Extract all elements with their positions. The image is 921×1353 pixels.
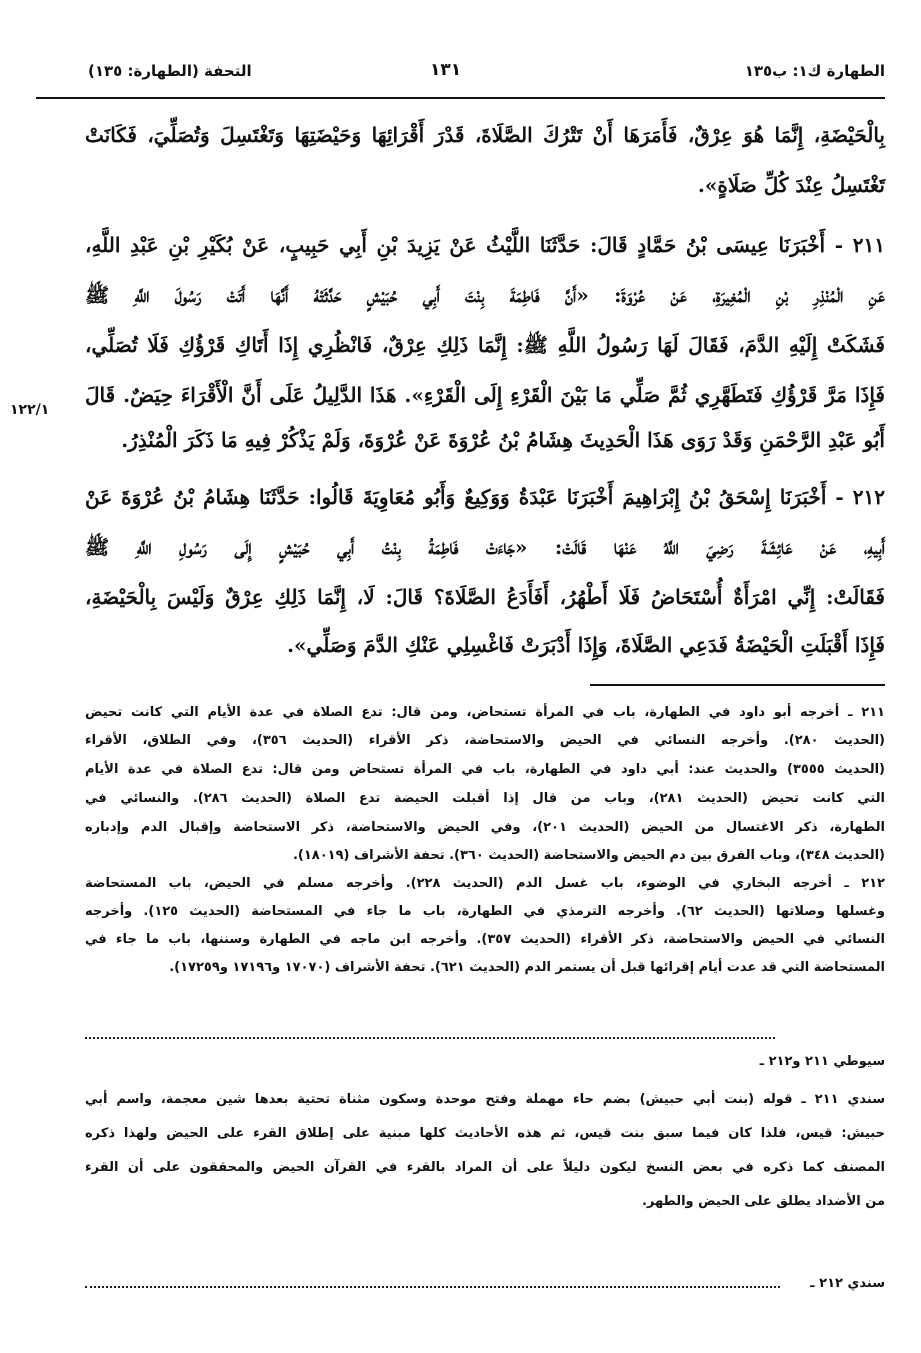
main_lines-line: فَإِذَا مَرَّ قَرْؤُكِ فَتَطَهَّرِي ثُمَّ صَلِّي مَا بَيْنَ الْقَرْءِ إِلَى الْقَرْءِ». هَذَا الدَّلِيلُ عَلَى أَنَّ الْأَقْرَاءَ حِيَضٌ. قَالَ bbox=[85, 383, 885, 407]
main_lines-line: فَإِذَا أَقْبَلَتِ الْحَيْضَةُ فَدَعِي الصَّلَاةَ، وَإِذَا أَدْبَرَتْ فَاغْسِلِي عَنْكِ الدَّمَ وَصَلِّي». bbox=[287, 633, 885, 657]
margin-note: ١٢٢/١ bbox=[10, 402, 50, 418]
footnote-rule bbox=[590, 684, 885, 686]
main_lines-line: ٢١٢ - أَخْبَرَنَا إِسْحَقُ بْنُ إِبْرَاهِيمَ أَخْبَرَنَا عَبْدَةُ وَوَكِيعٌ وَأَبُو مُعَاوِيَةَ قَالُوا: حَدَّثَنَا هِشَامُ بْنُ عُرْوَةَ عَنْ bbox=[85, 485, 885, 509]
commentary_lines-line: سندي ٢١١ ـ قوله (بنت أبي حبيش) بضم حاء مهملة وفتح موحدة وسكون مثناة تحتية بعدها شين معجمة، واسم أبي bbox=[85, 1092, 885, 1107]
main_lines-line: تَغْتَسِلُ عِنْدَ كُلِّ صَلَاةٍ». bbox=[697, 173, 885, 197]
header-rule bbox=[36, 97, 885, 99]
commentary_lines-line: المصنف كما ذكره في بعض النسخ ليكون دليلاً على أن المراد بالقرء في القرآن الحيض والمحققون على أن القرء bbox=[85, 1160, 885, 1175]
page-number: ١٣١ bbox=[430, 60, 462, 80]
commentary_lines-line: من الأضداد يطلق على الحيض والطهر. bbox=[641, 1194, 885, 1209]
main_lines-line: فَقَالَتْ: إِنِّي امْرَأَةٌ أُسْتَحَاضُ فَلَا أَطْهُرُ، أَفَأَدَعُ الصَّلَاةَ؟ قَالَ: لَا، إِنَّمَا ذَلِكِ عِرْقٌ وَلَيْسَ بِالْحَيْضَةِ، bbox=[85, 585, 885, 609]
main_lines-line: أَبُو عَبْدِ الرَّحْمَنِ وَقَدْ رَوَى هَذَا الْحَدِيثَ هِشَامُ بْنُ عُرْوَةَ عَنْ عُرْوَةَ، وَلَمْ يَذْكُرْ فِيهِ مَا ذَكَرَ الْمُنْذِرُ. bbox=[121, 428, 885, 452]
footnote_lines-line: وغسلها وصلاتها (الحديث ٦٢). وأخرجه الترمذي في الطهارة، باب ما جاء في المستحاضة (الحديث ١٢٥). وأخرجه bbox=[85, 904, 885, 919]
footnote_lines-line: (الحديث ٣٥٥٥) والحديث عند: أبي داود في الطهارة، باب في المرأة تستحاض ومن قال: تدع الصلاة في عدة الأيام bbox=[85, 762, 885, 777]
header-chapter-ref: الطهارة ك١: ب١٣٥ bbox=[744, 62, 885, 80]
commentary_lines-line: سيوطي ٢١١ و٢١٢ ـ bbox=[759, 1054, 885, 1069]
footnote_lines-line: المستحاضة التي قد عدت أيام إقرائها قبل أن يستمر الدم (الحديث ٦٢١). تحفة الأشراف (١٧٠٧٠ و١٧١٩٦ و١٧٢٥٩). bbox=[169, 960, 885, 975]
footnote_lines-line: ٢١١ ـ أخرجه أبو داود في الطهارة، باب في المرأة تستحاض، ومن قال: تدع الصلاة في عدة الأيام التي كانت تحيض bbox=[85, 705, 885, 720]
dotted-separator bbox=[85, 1037, 775, 1039]
footnote_lines-line: الطهارة، ذكر الاغتسال من الحيض (الحديث ٢٠١)، وفي الحيض والاستحاضة، ذكر الاستحاضة وإقبال الدم وإدباره bbox=[85, 820, 885, 835]
main_lines-line: فَشَكَتْ إِلَيْهِ الدَّمَ، فَقَالَ لَهَا رَسُولُ اللَّهِ ﷺ: إِنَّمَا ذَلِكِ عِرْقٌ، فَانْظُرِي إِذَا أَتَاكِ قَرْؤُكِ فَلَا تُصَلِّي، bbox=[85, 333, 885, 357]
footnote_lines-line: ٢١٢ ـ أخرجه البخاري في الوضوء، باب غسل الدم (الحديث ٢٢٨). وأخرجه مسلم في الحيض، باب المستحاضة bbox=[85, 876, 885, 891]
footnote_lines-line: التي كانت تحيض (الحديث ٢٨١)، وباب من قال إذا أقبلت الحيضة تدع الصلاة (الحديث ٢٨٦). والنسائي في bbox=[85, 791, 886, 806]
main_lines-line: بِالْحَيْضَةِ، إِنَّمَا هُوَ عِرْقٌ، فَأَمَرَهَا أَنْ تَتْرُكَ الصَّلَاةَ، قَدْرَ أَقْرَائِهَا وَحَيْضَتِهَا وَتَغْتَسِلَ وَتُصَلِّيَ، فَكَانَتْ bbox=[85, 123, 885, 147]
footnote_lines-line: النسائي في الحيض والاستحاضة، ذكر الأقراء (الحديث ٣٥٧). وأخرجه ابن ماجه في الطهارة وسننها، باب ما جاء في bbox=[85, 932, 886, 947]
commentary_lines-line: سندي ٢١٢ ـ bbox=[810, 1276, 885, 1291]
footnote_lines-line: (الحديث ٢٨٠). وأخرجه النسائي في الحيض والاستحاضة، ذكر الأقراء (الحديث ٣٥٦)، وفي الطلاق، الأقراء bbox=[85, 733, 885, 748]
main_lines-line: أَبِيهِ، عَنْ عَائِشَةَ رَضِيَ اللَّهُ عَنْهَا قَالَتْ: «جَاءَتْ فَاطِمَةُ بِنْتُ أَبِي حُبَيْشٍ إِلَى رَسُولِ اللَّهِ ﷺ bbox=[85, 535, 885, 559]
header-tuhfa-ref: التحفة (الطهارة: ١٣٥) bbox=[88, 62, 252, 80]
footnote_lines-line: (الحديث ٣٤٨)، وباب الفرق بين دم الحيض والاستحاضة (الحديث ٣٦٠). تحفة الأشراف (١٨٠١٩). bbox=[292, 848, 885, 863]
main_lines-line: ٢١١ - أَخْبَرَنَا عِيسَى بْنُ حَمَّادٍ قَالَ: حَدَّثَنَا اللَّيْثُ عَنْ يَزِيدَ بْنِ أَبِي حَبِيبٍ، عَنْ بُكَيْرِ بْنِ عَبْدِ اللَّهِ، bbox=[85, 233, 885, 257]
main_lines-line: عَنِ الْمُنْذِرِ بْنِ الْمُغِيرَةِ، عَنْ عُرْوَةَ: «أَنَّ فَاطِمَةَ بِنْتَ أَبِي حُبَيْشٍ حَدَّثَتْهُ أَنَّهَا أَتَتْ رَسُولَ اللَّهِ ﷺ bbox=[85, 283, 885, 307]
commentary_lines-line: حبيش: قيس، فلذا كان فيما سبق بنت قيس، ثم هذه الأحاديث كلها مبنية على إطلاق القرء على الحيض ولهذا ذكره bbox=[85, 1126, 885, 1141]
